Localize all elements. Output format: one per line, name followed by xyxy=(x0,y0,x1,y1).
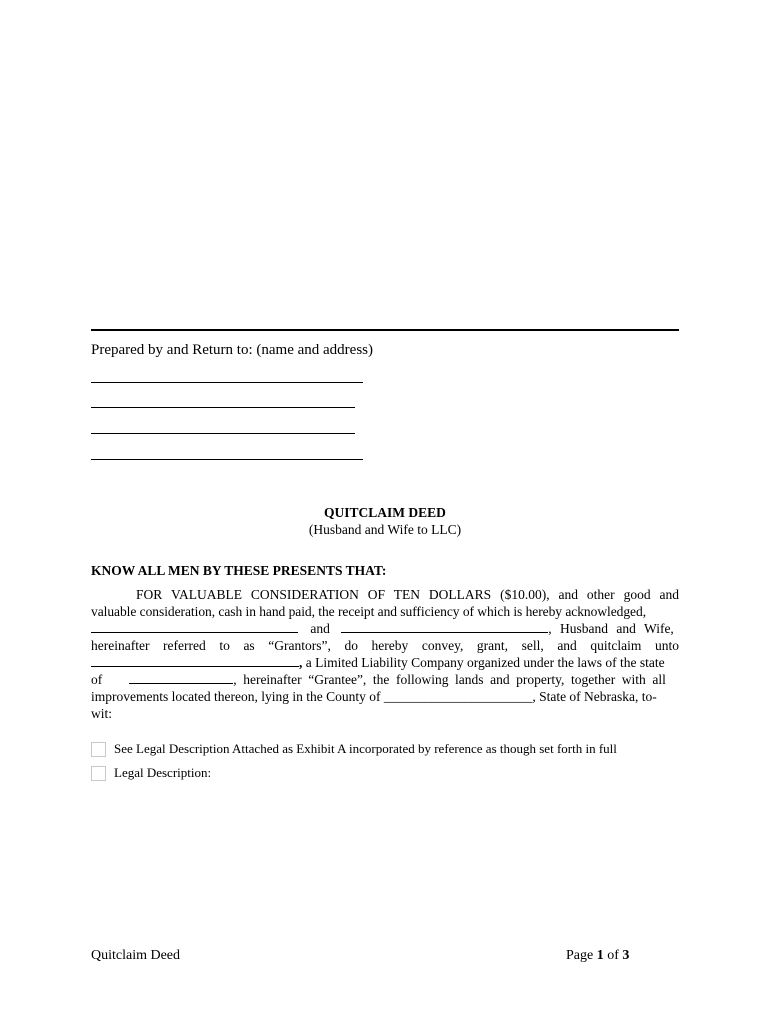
grantors-line xyxy=(91,620,679,637)
grantors-convey-line: hereinafter referred to as “Grantors”, do hereby convey, grant, sell, and quitclaim unto xyxy=(91,638,679,653)
state-field[interactable] xyxy=(129,671,233,684)
county-line: improvements located thereon, lying in the County of ______________________, State of Nebraska, to- xyxy=(91,689,657,704)
and-text: and xyxy=(310,621,330,636)
legal-description-option[interactable] xyxy=(91,765,211,781)
document-subtitle: (Husband and Wife to LLC) xyxy=(308,522,462,537)
consideration-line xyxy=(91,586,679,603)
document-title: QUITCLAIM DEED xyxy=(324,505,446,520)
return-address-line-3[interactable] xyxy=(91,433,355,434)
grantee-llc-field[interactable] xyxy=(91,654,299,667)
consideration-text: FOR VALUABLE CONSIDERATION OF TEN DOLLARS ($10.00), and other good and xyxy=(136,587,679,602)
husband-wife-text: , Husband and Wife, xyxy=(548,621,674,636)
exhibit-label: See Legal Description Attached as Exhibit A incorporated by reference as though set forth in full xyxy=(114,741,617,756)
footer-doc-name: Quitclaim Deed xyxy=(91,948,181,963)
know-all-men-heading: KNOW ALL MEN BY THESE PRESENTS THAT: xyxy=(91,563,387,578)
return-address-line-4[interactable] xyxy=(91,459,363,460)
grantor-1-field[interactable] xyxy=(91,620,298,633)
legal-description-checkbox[interactable] xyxy=(91,766,106,781)
grantee-text: , hereinafter “Grantee”, the following lands and property, together with all xyxy=(233,672,666,687)
exhibit-checkbox[interactable] xyxy=(91,742,106,757)
grantor-2-field[interactable] xyxy=(341,620,548,633)
grantee-line: , a Limited Liability Company organized under the laws of the state xyxy=(91,654,679,671)
exhibit-option[interactable] xyxy=(91,741,617,757)
llc-text: a Limited Liability Company organized under the laws of the state xyxy=(305,655,665,670)
grantee-state-line: of , hereinafter “Grantee”, the following lands and property, together with all xyxy=(91,672,666,687)
header-rule xyxy=(91,329,679,331)
to-wit-line: wit: xyxy=(91,706,113,721)
legal-description-label: Legal Description: xyxy=(114,765,212,780)
footer-page-number: Page 1 of 3 xyxy=(566,948,630,963)
return-address-line-1[interactable] xyxy=(91,382,363,383)
prepared-by-label: Prepared by and Return to: (name and address) xyxy=(91,342,373,358)
consideration-line-2: valuable consideration, cash in hand paid, the receipt and sufficiency of which is hereby acknowledged, xyxy=(91,604,647,619)
return-address-line-2[interactable] xyxy=(91,407,355,408)
